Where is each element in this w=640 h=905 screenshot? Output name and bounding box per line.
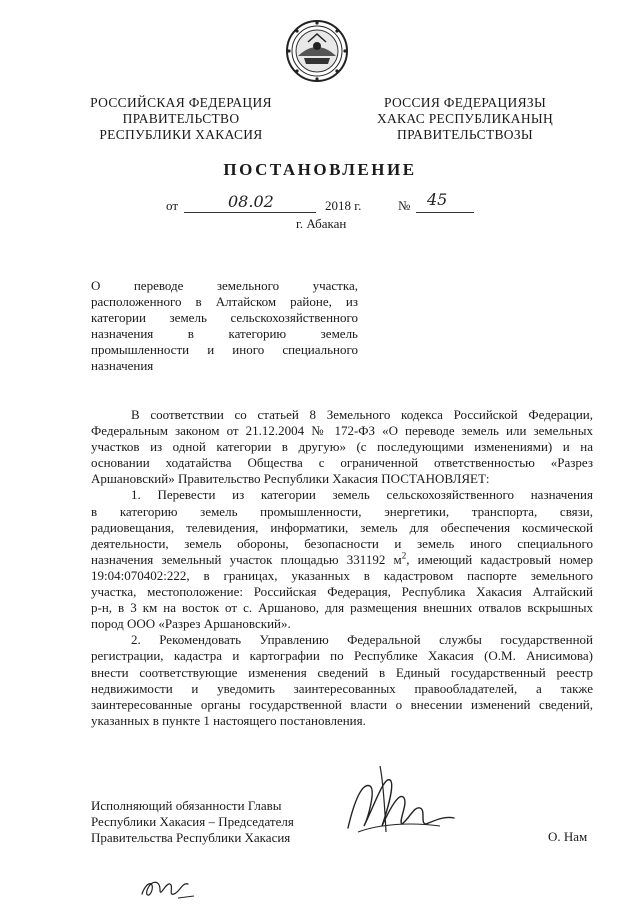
header-left-ru (72, 95, 290, 143)
body-line: указанных в пункте 1 настоящего постановления. (91, 712, 366, 728)
body-line: в категорию земель промышленности, энергетики, транспорта, связи, (91, 503, 593, 519)
subject-line: О переводе земельного участка, (91, 278, 358, 293)
body-line: заинтересованные органы государственной власти о внесении изменений сведений, (91, 696, 593, 712)
header-right-line: ПРАВИТЕЛЬСТВОЗЫ (397, 127, 533, 142)
number-handwritten: 45 (427, 190, 448, 209)
body-line: деятельности, земель обороны, безопасности и земель иного специального (91, 535, 593, 551)
cadastral-text: , имеющий кадастровый номер (406, 551, 593, 567)
header-right-khakas (350, 95, 580, 143)
date-handwritten: 08.02 (228, 192, 274, 211)
body-line: участков из одной категории в другую» (с последующими изменениями) и на (91, 439, 593, 455)
body-line: участка, местоположение: Российская Федерация, Республика Хакасия Алтайский (91, 584, 593, 600)
handwritten-initials (138, 872, 198, 902)
signatory-line: Республики Хакасия – Председателя (91, 814, 294, 829)
document-body (91, 407, 593, 729)
header-right-line: ХАКАС РЕСПУБЛИКАНЫҢ (376, 111, 554, 126)
subject-line: категории земель сельскохозяйственного (91, 310, 358, 325)
header-left-line: РЕСПУБЛИКИ ХАКАСИЯ (99, 127, 263, 142)
signatory-title (91, 798, 294, 846)
body-line: внести соответствующие изменения сведений в Единый государственный реестр (91, 664, 593, 680)
subject-line: назначения в категорию земель (91, 326, 358, 341)
body-line (91, 552, 593, 568)
body-line: В соответствии со статьей 8 Земельного кодекса Российской Федерации, (131, 407, 593, 422)
date-from-label: от (166, 198, 179, 213)
body-line: Федеральным законом от 21.12.2004 № 172-ФЗ «О переводе земель или земельных (91, 423, 593, 439)
body-line: радиовещания, телевидения, информатики, земель для обеспечения космической (91, 519, 593, 535)
document-title: ПОСТАНОВЛЕНИЕ (223, 160, 417, 179)
body-line: основании ходатайства Общества с ограниченной ответственностью «Разрез (91, 455, 593, 471)
body-line: недвижимости и уведомить заинтересованных правообладателей, а также (91, 680, 593, 696)
subject-line: расположенного в Алтайском районе, из (91, 294, 358, 309)
body-line: 1. Перевести из категории земель сельскохозяйственного назначения (131, 487, 593, 503)
body-line: регистрации, кадастра и картографии по Республике Хакасия (О.М. Анисимова) (91, 648, 593, 664)
header-left-line: ПРАВИТЕЛЬСТВО (122, 111, 240, 126)
date-year: 2018 г. (325, 198, 362, 213)
signatory-line: Правительства Республики Хакасия (91, 830, 291, 845)
body-line: 19:04:070402:222, в границах, указанных в кадастровом паспорте земельного (91, 567, 593, 583)
document-subject (91, 278, 358, 374)
header-left-line: РОССИЙСКАЯ ФЕДЕРАЦИЯ (90, 95, 272, 110)
coat-of-arms-emblem (284, 18, 350, 84)
body-line: 2. Рекомендовать Управлению Федеральной службы государственной (131, 632, 593, 648)
handwritten-signature (340, 762, 480, 842)
area-text: назначения земельный участок площадью 331192 м (91, 551, 402, 567)
header-right-line: РОССИЯ ФЕДЕРАЦИЯЗЫ (383, 95, 547, 110)
body-line: пород ООО «Разрез Аршановский». (91, 616, 291, 632)
signatory-line: Исполняющий обязанности Главы (91, 798, 282, 813)
body-line: р-н, в 3 км на восток от с. Аршаново, для размещения внешних отвалов вскрышных (91, 600, 593, 616)
signatory-name: О. Нам (548, 829, 588, 844)
number-label: № (398, 198, 411, 213)
body-line: Аршановский» Правительство Республики Хакасия ПОСТАНОВЛЯЕТ: (91, 471, 490, 487)
subject-line: промышленности и иного специального (91, 342, 358, 357)
dateline (162, 190, 492, 216)
city-label: г. Абакан (296, 216, 347, 231)
area-superscript: 2 (401, 550, 407, 561)
subject-line: назначения (91, 358, 154, 373)
